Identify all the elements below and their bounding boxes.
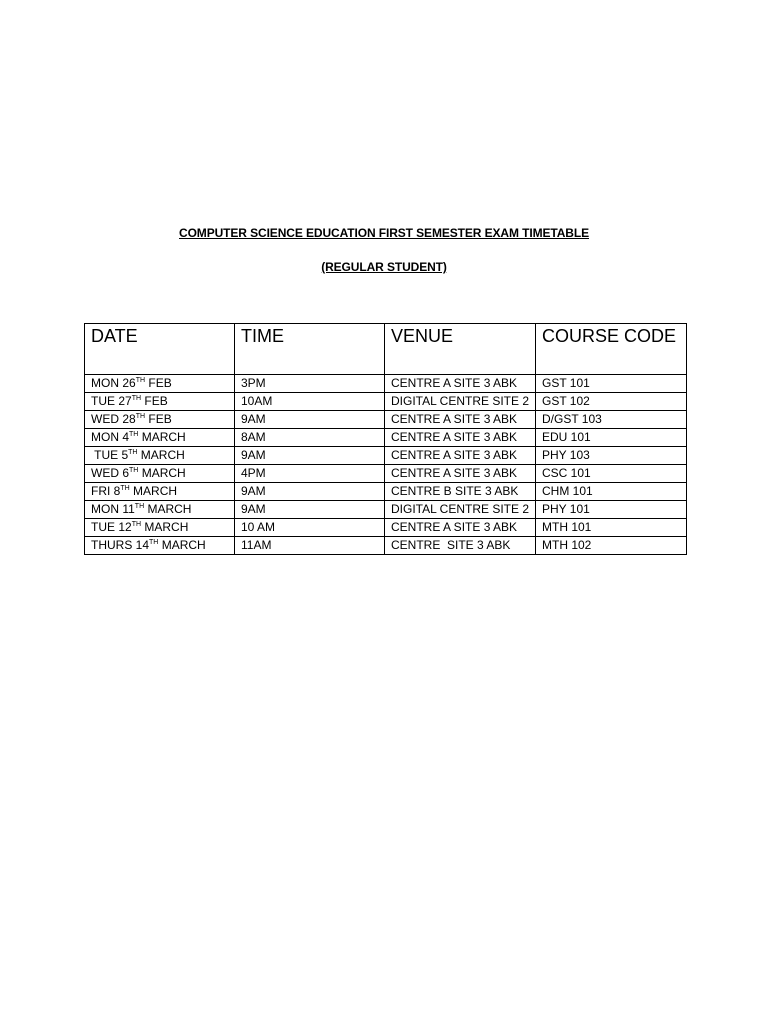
cell-date: [85, 375, 235, 393]
date-day: TUE 5: [91, 448, 129, 462]
date-day: TUE 27: [91, 394, 132, 408]
exam-timetable: [84, 323, 687, 555]
cell-course-code: MTH 102: [536, 537, 687, 555]
cell-time: 10 AM: [235, 519, 385, 537]
date-month: MARCH: [158, 538, 206, 552]
cell-date: [85, 447, 235, 465]
cell-course-code: MTH 101: [536, 519, 687, 537]
date-month: MARCH: [137, 448, 185, 462]
header-date: DATE: [85, 324, 235, 375]
cell-course-code: PHY 103: [536, 447, 687, 465]
date-ordinal-suffix: TH: [149, 539, 159, 546]
cell-time: 3PM: [235, 375, 385, 393]
date-day: WED 6: [91, 466, 130, 480]
cell-date: [85, 393, 235, 411]
cell-venue: CENTRE A SITE 3 ABK: [385, 375, 536, 393]
cell-venue: CENTRE B SITE 3 ABK: [385, 483, 536, 501]
cell-time: 9AM: [235, 501, 385, 519]
date-day: MON 4: [91, 430, 130, 444]
date-month: FEB: [145, 376, 172, 390]
table-row: [85, 375, 687, 393]
date-day: MON 11: [91, 502, 135, 516]
date-month: MARCH: [141, 520, 189, 534]
cell-venue: CENTRE A SITE 3 ABK: [385, 447, 536, 465]
cell-date: [85, 411, 235, 429]
table-row: [85, 501, 687, 519]
date-ordinal-suffix: TH: [131, 521, 142, 528]
cell-date: [85, 537, 235, 555]
date-day: FRI 8: [91, 484, 121, 498]
cell-course-code: CHM 101: [536, 483, 687, 501]
table-row: [85, 429, 687, 447]
cell-time: 10AM: [235, 393, 385, 411]
date-ordinal-suffix: TH: [131, 395, 142, 402]
table-row: [85, 537, 687, 555]
cell-date: [85, 465, 235, 483]
cell-date: [85, 519, 235, 537]
table-row: [85, 393, 687, 411]
date-day: WED 28: [91, 412, 136, 426]
header-venue: VENUE: [385, 324, 536, 375]
date-ordinal-suffix: TH: [129, 431, 139, 438]
cell-date: [85, 483, 235, 501]
date-ordinal-suffix: TH: [128, 449, 138, 456]
cell-course-code: D/GST 103: [536, 411, 687, 429]
document-title: COMPUTER SCIENCE EDUCATION FIRST SEMESTER EXAM TIMETABLE: [179, 226, 589, 240]
date-ordinal-suffix: TH: [134, 503, 145, 510]
cell-course-code: CSC 101: [536, 465, 687, 483]
cell-venue: CENTRE A SITE 3 ABK: [385, 411, 536, 429]
header-row: [85, 324, 687, 375]
date-day: TUE 12: [91, 520, 132, 534]
table-row: [85, 447, 687, 465]
cell-time: 9AM: [235, 447, 385, 465]
cell-course-code: EDU 101: [536, 429, 687, 447]
date-month: MARCH: [129, 484, 178, 498]
cell-time: 11AM: [235, 537, 385, 555]
date-ordinal-suffix: TH: [135, 413, 146, 420]
cell-date: [85, 429, 235, 447]
cell-course-code: PHY 101: [536, 501, 687, 519]
table-row: [85, 465, 687, 483]
cell-time: 4PM: [235, 465, 385, 483]
cell-venue: CENTRE A SITE 3 ABK: [385, 519, 536, 537]
date-ordinal-suffix: TH: [135, 377, 146, 384]
cell-venue: CENTRE A SITE 3 ABK: [385, 429, 536, 447]
cell-venue: DIGITAL CENTRE SITE 2: [385, 501, 536, 519]
header-course-code: COURSE CODE: [536, 324, 687, 375]
date-month: FEB: [141, 394, 168, 408]
date-day: MON 26: [91, 376, 136, 390]
document-subtitle: (REGULAR STUDENT): [321, 260, 447, 274]
cell-venue: CENTRE A SITE 3 ABK: [385, 465, 536, 483]
cell-date: [85, 501, 235, 519]
header-time: TIME: [235, 324, 385, 375]
table-row: [85, 483, 687, 501]
date-ordinal-suffix: TH: [120, 485, 130, 492]
cell-venue: DIGITAL CENTRE SITE 2: [385, 393, 536, 411]
date-month: MARCH: [138, 430, 186, 444]
cell-course-code: GST 102: [536, 393, 687, 411]
date-month: FEB: [145, 412, 172, 426]
date-month: MARCH: [138, 466, 186, 480]
cell-course-code: GST 101: [536, 375, 687, 393]
cell-time: 8AM: [235, 429, 385, 447]
date-ordinal-suffix: TH: [129, 467, 139, 474]
cell-time: 9AM: [235, 411, 385, 429]
cell-venue: CENTRE SITE 3 ABK: [385, 537, 536, 555]
date-day: THURS 14: [91, 538, 150, 552]
table-row: [85, 411, 687, 429]
table-row: [85, 519, 687, 537]
date-month: MARCH: [144, 502, 192, 516]
cell-time: 9AM: [235, 483, 385, 501]
